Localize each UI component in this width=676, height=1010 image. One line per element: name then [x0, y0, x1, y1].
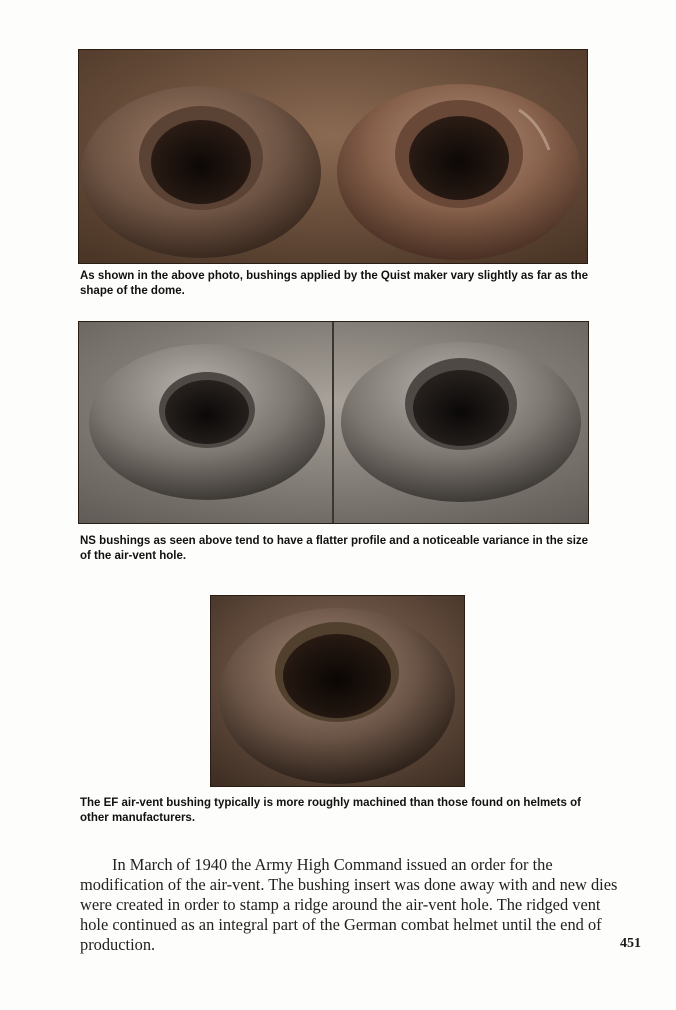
quist-bushings-photo: [79, 50, 587, 263]
body-paragraph: In March of 1940 the Army High Command issued an order for the modification of the air-vent. The bushing insert was done away with and new dies were created in order to stamp a ridge around the air-vent hole. The ridged vent hole continued as an integral part of the German combat helmet until the end of production.: [80, 855, 618, 954]
page-number: 451: [620, 936, 641, 951]
ns-bushings-photo: [79, 322, 588, 523]
ef-bushing-photo: [211, 596, 464, 786]
quist-caption: As shown in the above photo, bushings applied by the Quist maker vary slightly as far as the shape of the dome.: [80, 270, 589, 297]
ef-caption: The EF air-vent bushing typically is more roughly machined than those found on helmets of other manufacturers.: [80, 797, 581, 824]
ns-caption: NS bushings as seen above tend to have a flatter profile and a noticeable variance in the size of the air-vent hole.: [80, 535, 589, 562]
